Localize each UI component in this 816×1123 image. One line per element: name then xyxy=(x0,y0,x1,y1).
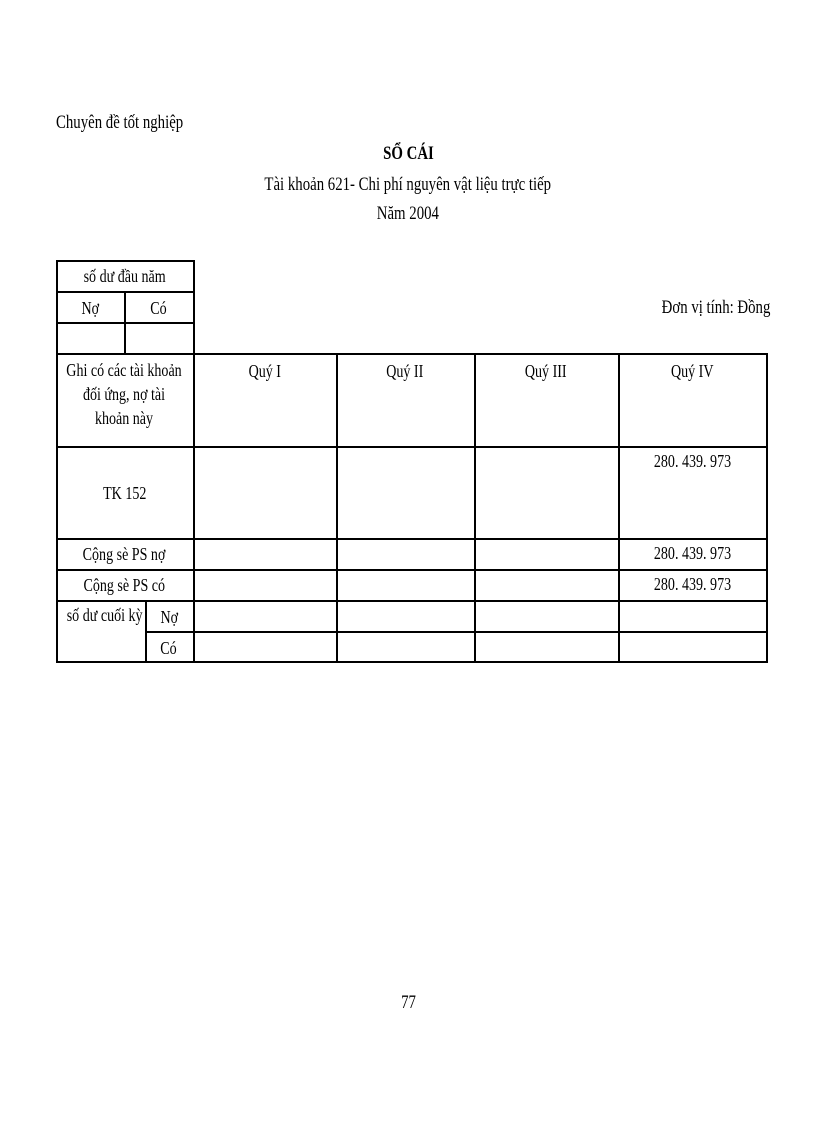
row-tk152-label xyxy=(56,482,193,504)
opening-credit-label xyxy=(124,297,193,319)
quarter-header-4-text: Quý IV xyxy=(670,361,714,381)
closing-credit-q4 xyxy=(618,637,766,658)
page-number-text: 77 xyxy=(400,992,416,1013)
closing-credit-label xyxy=(145,637,193,659)
row-total-debit-q4 xyxy=(618,543,766,564)
row-total-credit-label-text: Cộng sè PS có xyxy=(83,575,166,595)
opening-debit-value xyxy=(56,328,124,350)
row-tk152-q4-text: 280. 439. 973 xyxy=(653,451,731,471)
ledger-title xyxy=(0,143,816,165)
account-subtitle xyxy=(0,174,816,196)
table-row1-bottom xyxy=(56,538,767,540)
row-total-credit-q4-text: 280. 439. 973 xyxy=(653,574,731,594)
row-total-credit-q2 xyxy=(336,574,474,595)
closing-debit-q3 xyxy=(474,606,618,627)
row-total-debit-label-text: Cộng sè PS nợ xyxy=(83,544,166,564)
page-number xyxy=(0,992,816,1014)
closing-credit-q3 xyxy=(474,637,618,658)
ledger-title-text: SỔ CÁI xyxy=(382,143,434,164)
row-total-debit-q1 xyxy=(193,543,336,564)
unit-label-text: Đơn vị tính: Đồng xyxy=(661,297,770,318)
quarter-header-3-text: Quý III xyxy=(525,361,567,381)
quarter-header-2-text: Quý II xyxy=(386,361,424,381)
table-row2-bottom xyxy=(56,569,767,571)
table-top xyxy=(56,353,767,355)
opening-box-top xyxy=(56,260,194,262)
closing-debit-q4 xyxy=(618,606,766,627)
unit-label xyxy=(600,297,770,319)
table-row3-bottom xyxy=(56,600,767,602)
account-subtitle-text: Tài khoản 621- Chi phí nguyên vật liệu trực tiếp xyxy=(264,174,552,195)
row-tk152-q2 xyxy=(336,451,474,472)
quarter-header-4 xyxy=(618,360,766,382)
opening-balance-label-text: số dư đầu năm xyxy=(83,266,167,286)
closing-balance-label-text: số dư cuối kỳ xyxy=(66,605,143,625)
row-total-credit-q3 xyxy=(474,574,618,595)
row-total-credit-q1 xyxy=(193,574,336,595)
closing-debit-label xyxy=(145,606,193,628)
closing-credit-label-text: Có xyxy=(160,638,178,658)
row-total-credit-q4 xyxy=(618,574,766,595)
closing-credit-q2 xyxy=(336,637,474,658)
first-column-header-text: Ghi có các tài khoản đối ứng, nợ tài khoản này xyxy=(66,360,182,428)
row-total-debit-q3 xyxy=(474,543,618,564)
quarter-header-1 xyxy=(193,360,336,382)
year-subtitle xyxy=(0,203,816,225)
opening-debit-label-text: Nợ xyxy=(81,298,99,318)
opening-credit-label-text: Có xyxy=(150,298,167,318)
quarter-header-3 xyxy=(474,360,618,382)
header-label-text: Chuyên đề tốt nghiệp xyxy=(56,112,184,133)
closing-credit-q1 xyxy=(193,637,336,658)
row-total-debit-q2 xyxy=(336,543,474,564)
table-bottom xyxy=(56,661,767,663)
opening-balance-label xyxy=(56,265,194,287)
closing-debit-label-text: Nợ xyxy=(160,607,178,627)
opening-debit-label xyxy=(56,297,124,319)
row-tk152-q3 xyxy=(474,451,618,472)
first-column-header xyxy=(56,358,193,430)
row-total-credit-label xyxy=(56,574,193,596)
opening-credit-value xyxy=(124,328,193,350)
header-label xyxy=(56,112,219,134)
closing-debit-q1 xyxy=(193,606,336,627)
row-total-debit-label xyxy=(56,543,193,565)
row-tk152-q1 xyxy=(193,451,336,472)
quarter-header-2 xyxy=(336,360,474,382)
row-total-debit-q4-text: 280. 439. 973 xyxy=(653,543,731,563)
closing-balance-label xyxy=(56,604,145,626)
quarter-header-1-text: Quý I xyxy=(248,361,281,381)
closing-debit-q2 xyxy=(336,606,474,627)
year-subtitle-text: Năm 2004 xyxy=(376,203,440,224)
table-closing-mid xyxy=(145,631,767,633)
row-tk152-q4 xyxy=(618,451,766,472)
table-right xyxy=(766,353,768,663)
table-header-bottom xyxy=(56,446,767,448)
row-tk152-label-text: TK 152 xyxy=(102,483,147,503)
